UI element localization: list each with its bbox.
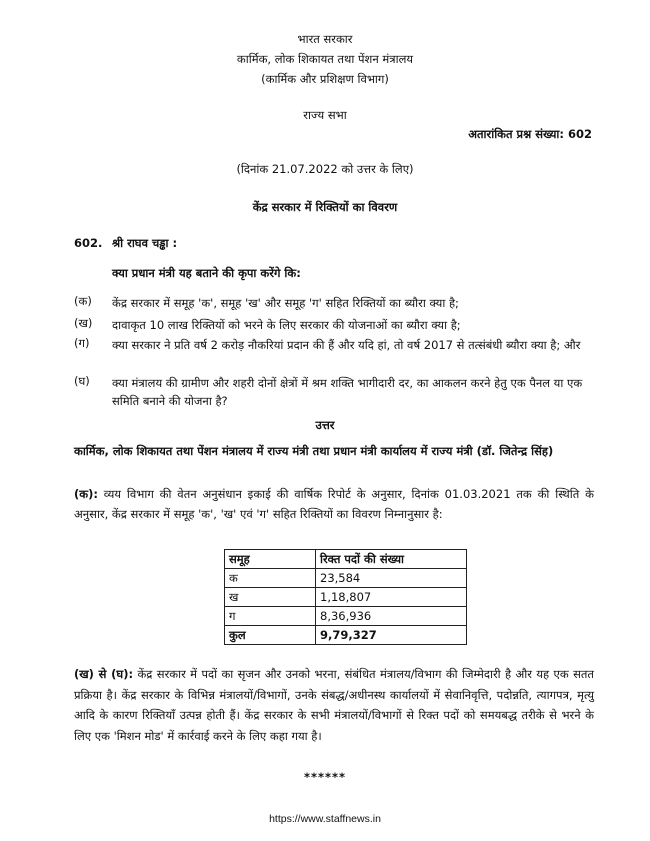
answer-part-b-d-label: (ख) से (घ): [74, 667, 134, 681]
table-row [225, 607, 467, 626]
table-header-group: समूह [225, 550, 316, 569]
end-mark: ****** [303, 770, 347, 784]
member-name: श्री राघव चड्ढा : [112, 236, 178, 250]
table-header-count: रिक्त पदों की संख्या [316, 550, 467, 569]
table-cell-group: क [225, 569, 316, 588]
answer-part-a-text: व्यय विभाग की वेतन अनुसंधान इकाई की वार्षिक रिपोर्ट के अनुसार, दिनांक 01.03.2021 तक की स्थिति के अनुसार, केंद्र सरकार में समूह 'क', 'ख' एवं 'ग' सहित रिक्तियों का विवरण निम्नानुसार है: [74, 487, 594, 521]
table-cell-count: 23,584 [316, 569, 467, 588]
answer-date: (दिनांक 21.07.2022 को उत्तर के लिए) [236, 162, 414, 176]
table-row [225, 588, 467, 607]
header-ministry-line2: कार्मिक, लोक शिकायत तथा पेंशन मंत्रालय [236, 52, 414, 66]
table-header-row [225, 550, 467, 569]
table-total-value: 9,79,327 [316, 626, 467, 645]
part-mark: (घ) [74, 374, 90, 388]
table-total-label: कुल [225, 626, 316, 645]
part-text: दावाकृत 10 लाख रिक्तियों को भरने के लिए सरकार की योजनाओं का ब्यौरा क्या है; [112, 318, 461, 332]
part-mark: (ख) [74, 316, 93, 330]
answer-part-a [74, 484, 594, 524]
question-intro: क्या प्रधान मंत्री यह बताने की कृपा करेंगे कि: [112, 266, 301, 280]
part-mark: (क) [74, 294, 92, 308]
document-title: केंद्र सरकार में रिक्तियों का विवरण [252, 200, 398, 214]
footer-url: https://www.staffnews.in [269, 813, 381, 825]
header-ministry-line1: भारत सरकार [297, 32, 353, 46]
part-text: केंद्र सरकार में समूह 'क', समूह 'ख' और समूह 'ग' सहित रिक्तियों का ब्यौरा क्या है; [112, 296, 459, 310]
table-cell-count: 1,18,807 [316, 588, 467, 607]
answer-part-a-label: (क): [74, 487, 98, 501]
table-total-row [225, 626, 467, 645]
part-text: क्या मंत्रालय की ग्रामीण और शहरी दोनों क्षेत्रों में श्रम शक्ति भागीदारी दर, का आकलन करने हेतु एक पैनल या एक समिति बनाने की योजना है? [112, 376, 583, 408]
answer-part-b-d [74, 664, 594, 746]
table-row [225, 569, 467, 588]
table-cell-count: 8,36,936 [316, 607, 467, 626]
table-cell-group: ग [225, 607, 316, 626]
house-name: राज्य सभा [303, 108, 347, 122]
table-cell-group: ख [225, 588, 316, 607]
answer-part-b-d-text: केंद्र सरकार में पदों का सृजन और उनको भरना, संबंधित मंत्रालय/विभाग की जिम्मेदारी है और यह एक सतत प्रक्रिया है। केंद्र सरकार के विभिन्न मंत्रालयों/विभागों, उनके संबद्ध/अधीनस्थ कार्यालयों में सेवानिवृत्ति, पदोन्नति, त्यागपत्र, मृत्यु आदि के कारण रिक्तियाँ उत्पन्न होती हैं। केंद्र सरकार के सभी मंत्रालयों/विभागों से रिक्त पदों को समयबद्ध तरीके से भरने के लिए एक 'मिशन मोड' में कार्रवाई करने के लिए कहा गया है। [74, 667, 594, 743]
question-number: अतारांकित प्रश्न संख्या: 602 [468, 127, 592, 141]
minister-name: कार्मिक, लोक शिकायत तथा पेंशन मंत्रालय में राज्य मंत्री तथा प्रधान मंत्री कार्यालय में राज्य मंत्री (डॉ. जितेन्द्र सिंह) [74, 444, 554, 458]
question-serial: 602. [74, 236, 103, 250]
answer-heading: उत्तर [315, 418, 335, 432]
header-department: (कार्मिक और प्रशिक्षण विभाग) [261, 72, 389, 86]
part-mark: (ग) [74, 336, 90, 350]
vacancy-table [224, 549, 467, 645]
part-text: क्या सरकार ने प्रति वर्ष 2 करोड़ नौकरियां प्रदान की हैं और यदि हां, तो वर्ष 2017 से तत्संबंधी ब्यौरा क्या है; और [112, 338, 581, 352]
